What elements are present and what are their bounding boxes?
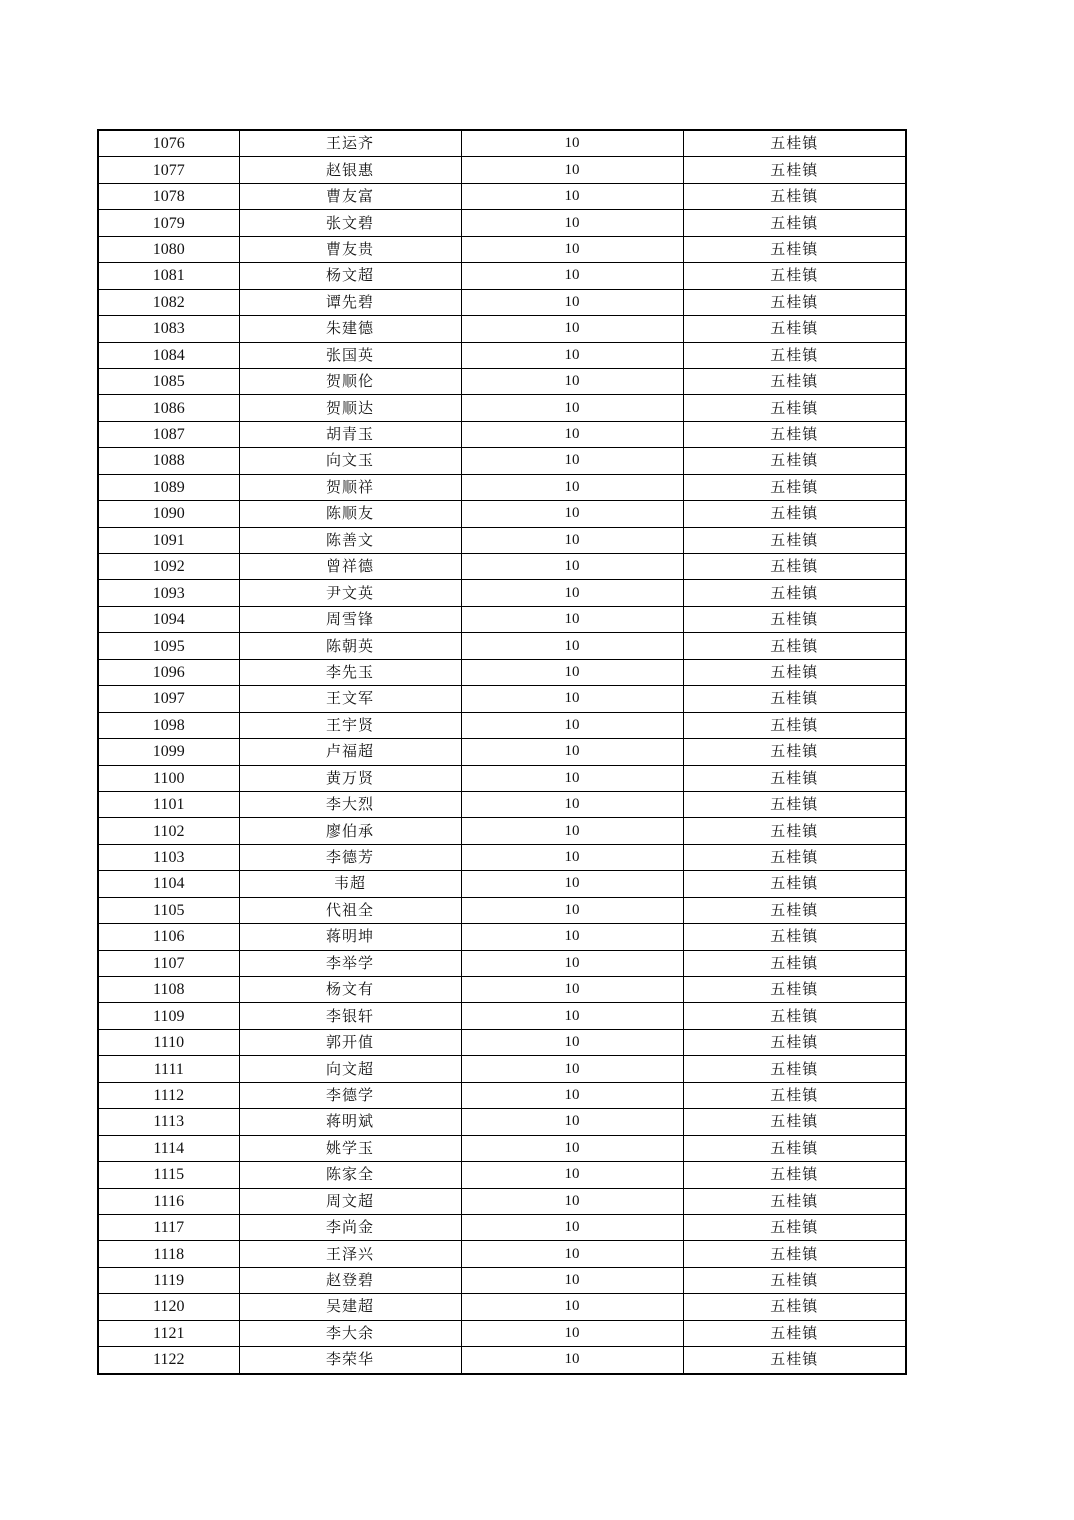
person-name-cell: 陈家全 xyxy=(239,1162,461,1188)
table-row xyxy=(98,1214,906,1240)
person-name-cell: 吴建超 xyxy=(239,1294,461,1320)
person-name-cell: 李尚金 xyxy=(239,1214,461,1240)
row-number-cell: 1077 xyxy=(98,157,239,183)
town-cell: 五桂镇 xyxy=(683,739,906,765)
amount-cell: 10 xyxy=(461,924,683,950)
town-cell: 五桂镇 xyxy=(683,712,906,738)
row-number-cell: 1084 xyxy=(98,342,239,368)
amount-cell: 10 xyxy=(461,659,683,685)
row-number-cell: 1087 xyxy=(98,421,239,447)
amount-cell: 10 xyxy=(461,236,683,262)
row-number-cell: 1104 xyxy=(98,871,239,897)
row-number-cell: 1106 xyxy=(98,924,239,950)
table-row xyxy=(98,818,906,844)
town-cell: 五桂镇 xyxy=(683,210,906,236)
town-cell: 五桂镇 xyxy=(683,1109,906,1135)
row-number-cell: 1083 xyxy=(98,316,239,342)
table-row xyxy=(98,1135,906,1161)
person-name-cell: 尹文英 xyxy=(239,580,461,606)
amount-cell: 10 xyxy=(461,1109,683,1135)
amount-cell: 10 xyxy=(461,950,683,976)
row-number-cell: 1117 xyxy=(98,1214,239,1240)
row-number-cell: 1076 xyxy=(98,130,239,157)
row-number-cell: 1078 xyxy=(98,183,239,209)
row-number-cell: 1121 xyxy=(98,1320,239,1346)
amount-cell: 10 xyxy=(461,1135,683,1161)
table-row xyxy=(98,739,906,765)
row-number-cell: 1109 xyxy=(98,1003,239,1029)
person-name-cell: 李银轩 xyxy=(239,1003,461,1029)
person-name-cell: 陈顺友 xyxy=(239,501,461,527)
amount-cell: 10 xyxy=(461,130,683,157)
person-name-cell: 赵银惠 xyxy=(239,157,461,183)
person-name-cell: 向文超 xyxy=(239,1056,461,1082)
row-number-cell: 1112 xyxy=(98,1082,239,1108)
row-number-cell: 1092 xyxy=(98,554,239,580)
town-cell: 五桂镇 xyxy=(683,554,906,580)
amount-cell: 10 xyxy=(461,421,683,447)
amount-cell: 10 xyxy=(461,1320,683,1346)
amount-cell: 10 xyxy=(461,580,683,606)
row-number-cell: 1115 xyxy=(98,1162,239,1188)
row-number-cell: 1093 xyxy=(98,580,239,606)
amount-cell: 10 xyxy=(461,1082,683,1108)
row-number-cell: 1098 xyxy=(98,712,239,738)
person-name-cell: 王运齐 xyxy=(239,130,461,157)
person-name-cell: 胡青玉 xyxy=(239,421,461,447)
person-name-cell: 朱建德 xyxy=(239,316,461,342)
table-row xyxy=(98,580,906,606)
town-cell: 五桂镇 xyxy=(683,897,906,923)
table-row xyxy=(98,527,906,553)
row-number-cell: 1119 xyxy=(98,1267,239,1293)
person-name-cell: 赵登碧 xyxy=(239,1267,461,1293)
row-number-cell: 1086 xyxy=(98,395,239,421)
person-name-cell: 谭先碧 xyxy=(239,289,461,315)
person-name-cell: 王宇贤 xyxy=(239,712,461,738)
person-name-cell: 蒋明坤 xyxy=(239,924,461,950)
town-cell: 五桂镇 xyxy=(683,1135,906,1161)
town-cell: 五桂镇 xyxy=(683,686,906,712)
table-row xyxy=(98,1056,906,1082)
person-name-cell: 曾祥德 xyxy=(239,554,461,580)
table-row xyxy=(98,633,906,659)
table-row xyxy=(98,1109,906,1135)
town-cell: 五桂镇 xyxy=(683,765,906,791)
row-number-cell: 1107 xyxy=(98,950,239,976)
person-name-cell: 王文军 xyxy=(239,686,461,712)
row-number-cell: 1118 xyxy=(98,1241,239,1267)
amount-cell: 10 xyxy=(461,554,683,580)
table-row xyxy=(98,712,906,738)
town-cell: 五桂镇 xyxy=(683,130,906,157)
roster-table xyxy=(97,129,907,1375)
person-name-cell: 代祖全 xyxy=(239,897,461,923)
amount-cell: 10 xyxy=(461,1162,683,1188)
row-number-cell: 1096 xyxy=(98,659,239,685)
town-cell: 五桂镇 xyxy=(683,1347,906,1374)
row-number-cell: 1113 xyxy=(98,1109,239,1135)
table-row xyxy=(98,1267,906,1293)
amount-cell: 10 xyxy=(461,1294,683,1320)
amount-cell: 10 xyxy=(461,765,683,791)
town-cell: 五桂镇 xyxy=(683,659,906,685)
amount-cell: 10 xyxy=(461,157,683,183)
row-number-cell: 1102 xyxy=(98,818,239,844)
person-name-cell: 黄万贤 xyxy=(239,765,461,791)
person-name-cell: 张国英 xyxy=(239,342,461,368)
row-number-cell: 1108 xyxy=(98,977,239,1003)
town-cell: 五桂镇 xyxy=(683,421,906,447)
table-row xyxy=(98,871,906,897)
row-number-cell: 1089 xyxy=(98,474,239,500)
person-name-cell: 蒋明斌 xyxy=(239,1109,461,1135)
town-cell: 五桂镇 xyxy=(683,924,906,950)
table-row xyxy=(98,977,906,1003)
amount-cell: 10 xyxy=(461,1347,683,1374)
person-name-cell: 李大烈 xyxy=(239,791,461,817)
town-cell: 五桂镇 xyxy=(683,1188,906,1214)
amount-cell: 10 xyxy=(461,791,683,817)
town-cell: 五桂镇 xyxy=(683,157,906,183)
person-name-cell: 姚学玉 xyxy=(239,1135,461,1161)
table-row xyxy=(98,1029,906,1055)
table-row xyxy=(98,897,906,923)
amount-cell: 10 xyxy=(461,686,683,712)
amount-cell: 10 xyxy=(461,1267,683,1293)
table-row xyxy=(98,183,906,209)
town-cell: 五桂镇 xyxy=(683,448,906,474)
table-row xyxy=(98,1082,906,1108)
town-cell: 五桂镇 xyxy=(683,501,906,527)
town-cell: 五桂镇 xyxy=(683,527,906,553)
table-row xyxy=(98,368,906,394)
table-row xyxy=(98,844,906,870)
town-cell: 五桂镇 xyxy=(683,289,906,315)
amount-cell: 10 xyxy=(461,1056,683,1082)
town-cell: 五桂镇 xyxy=(683,1294,906,1320)
amount-cell: 10 xyxy=(461,183,683,209)
row-number-cell: 1094 xyxy=(98,606,239,632)
person-name-cell: 曹友富 xyxy=(239,183,461,209)
person-name-cell: 李大余 xyxy=(239,1320,461,1346)
person-name-cell: 李荣华 xyxy=(239,1347,461,1374)
town-cell: 五桂镇 xyxy=(683,871,906,897)
town-cell: 五桂镇 xyxy=(683,342,906,368)
roster-table-body xyxy=(98,130,906,1374)
town-cell: 五桂镇 xyxy=(683,474,906,500)
town-cell: 五桂镇 xyxy=(683,1003,906,1029)
row-number-cell: 1085 xyxy=(98,368,239,394)
town-cell: 五桂镇 xyxy=(683,844,906,870)
person-name-cell: 贺顺达 xyxy=(239,395,461,421)
table-row xyxy=(98,765,906,791)
table-row xyxy=(98,1162,906,1188)
person-name-cell: 郭开值 xyxy=(239,1029,461,1055)
row-number-cell: 1080 xyxy=(98,236,239,262)
person-name-cell: 廖伯承 xyxy=(239,818,461,844)
row-number-cell: 1101 xyxy=(98,791,239,817)
amount-cell: 10 xyxy=(461,342,683,368)
amount-cell: 10 xyxy=(461,501,683,527)
table-row xyxy=(98,236,906,262)
town-cell: 五桂镇 xyxy=(683,950,906,976)
town-cell: 五桂镇 xyxy=(683,1082,906,1108)
row-number-cell: 1090 xyxy=(98,501,239,527)
row-number-cell: 1099 xyxy=(98,739,239,765)
amount-cell: 10 xyxy=(461,739,683,765)
person-name-cell: 曹友贵 xyxy=(239,236,461,262)
person-name-cell: 贺顺伦 xyxy=(239,368,461,394)
town-cell: 五桂镇 xyxy=(683,1056,906,1082)
person-name-cell: 周文超 xyxy=(239,1188,461,1214)
table-row xyxy=(98,659,906,685)
row-number-cell: 1105 xyxy=(98,897,239,923)
person-name-cell: 王泽兴 xyxy=(239,1241,461,1267)
row-number-cell: 1111 xyxy=(98,1056,239,1082)
row-number-cell: 1091 xyxy=(98,527,239,553)
row-number-cell: 1097 xyxy=(98,686,239,712)
table-row xyxy=(98,554,906,580)
town-cell: 五桂镇 xyxy=(683,395,906,421)
row-number-cell: 1095 xyxy=(98,633,239,659)
town-cell: 五桂镇 xyxy=(683,818,906,844)
table-row xyxy=(98,342,906,368)
person-name-cell: 陈朝英 xyxy=(239,633,461,659)
amount-cell: 10 xyxy=(461,1188,683,1214)
table-row xyxy=(98,1294,906,1320)
row-number-cell: 1088 xyxy=(98,448,239,474)
row-number-cell: 1081 xyxy=(98,263,239,289)
town-cell: 五桂镇 xyxy=(683,263,906,289)
table-row xyxy=(98,1347,906,1374)
table-row xyxy=(98,474,906,500)
table-row xyxy=(98,1241,906,1267)
table-row xyxy=(98,448,906,474)
table-row xyxy=(98,791,906,817)
town-cell: 五桂镇 xyxy=(683,1267,906,1293)
amount-cell: 10 xyxy=(461,712,683,738)
amount-cell: 10 xyxy=(461,263,683,289)
row-number-cell: 1100 xyxy=(98,765,239,791)
person-name-cell: 向文玉 xyxy=(239,448,461,474)
person-name-cell: 陈善文 xyxy=(239,527,461,553)
row-number-cell: 1079 xyxy=(98,210,239,236)
person-name-cell: 韦超 xyxy=(239,871,461,897)
amount-cell: 10 xyxy=(461,289,683,315)
person-name-cell: 张文碧 xyxy=(239,210,461,236)
amount-cell: 10 xyxy=(461,1003,683,1029)
table-row xyxy=(98,686,906,712)
person-name-cell: 杨文超 xyxy=(239,263,461,289)
amount-cell: 10 xyxy=(461,606,683,632)
table-row xyxy=(98,210,906,236)
table-row xyxy=(98,263,906,289)
row-number-cell: 1114 xyxy=(98,1135,239,1161)
town-cell: 五桂镇 xyxy=(683,633,906,659)
table-row xyxy=(98,1003,906,1029)
amount-cell: 10 xyxy=(461,210,683,236)
amount-cell: 10 xyxy=(461,818,683,844)
table-row xyxy=(98,395,906,421)
amount-cell: 10 xyxy=(461,897,683,923)
amount-cell: 10 xyxy=(461,844,683,870)
table-row xyxy=(98,924,906,950)
town-cell: 五桂镇 xyxy=(683,1320,906,1346)
town-cell: 五桂镇 xyxy=(683,1241,906,1267)
town-cell: 五桂镇 xyxy=(683,1214,906,1240)
table-row xyxy=(98,289,906,315)
amount-cell: 10 xyxy=(461,527,683,553)
amount-cell: 10 xyxy=(461,1214,683,1240)
row-number-cell: 1103 xyxy=(98,844,239,870)
table-row xyxy=(98,1320,906,1346)
person-name-cell: 李德学 xyxy=(239,1082,461,1108)
amount-cell: 10 xyxy=(461,316,683,342)
amount-cell: 10 xyxy=(461,368,683,394)
town-cell: 五桂镇 xyxy=(683,606,906,632)
town-cell: 五桂镇 xyxy=(683,580,906,606)
table-row xyxy=(98,950,906,976)
town-cell: 五桂镇 xyxy=(683,236,906,262)
person-name-cell: 卢福超 xyxy=(239,739,461,765)
town-cell: 五桂镇 xyxy=(683,368,906,394)
row-number-cell: 1116 xyxy=(98,1188,239,1214)
row-number-cell: 1122 xyxy=(98,1347,239,1374)
person-name-cell: 李先玉 xyxy=(239,659,461,685)
table-row xyxy=(98,501,906,527)
town-cell: 五桂镇 xyxy=(683,977,906,1003)
amount-cell: 10 xyxy=(461,633,683,659)
table-row xyxy=(98,1188,906,1214)
amount-cell: 10 xyxy=(461,977,683,1003)
town-cell: 五桂镇 xyxy=(683,1029,906,1055)
person-name-cell: 李举学 xyxy=(239,950,461,976)
amount-cell: 10 xyxy=(461,1029,683,1055)
person-name-cell: 贺顺祥 xyxy=(239,474,461,500)
town-cell: 五桂镇 xyxy=(683,791,906,817)
table-row xyxy=(98,157,906,183)
amount-cell: 10 xyxy=(461,474,683,500)
table-row xyxy=(98,606,906,632)
amount-cell: 10 xyxy=(461,395,683,421)
row-number-cell: 1120 xyxy=(98,1294,239,1320)
table-row xyxy=(98,130,906,157)
person-name-cell: 杨文有 xyxy=(239,977,461,1003)
row-number-cell: 1082 xyxy=(98,289,239,315)
town-cell: 五桂镇 xyxy=(683,183,906,209)
row-number-cell: 1110 xyxy=(98,1029,239,1055)
amount-cell: 10 xyxy=(461,871,683,897)
town-cell: 五桂镇 xyxy=(683,1162,906,1188)
person-name-cell: 李德芳 xyxy=(239,844,461,870)
table-row xyxy=(98,316,906,342)
amount-cell: 10 xyxy=(461,1241,683,1267)
table-row xyxy=(98,421,906,447)
person-name-cell: 周雪锋 xyxy=(239,606,461,632)
town-cell: 五桂镇 xyxy=(683,316,906,342)
amount-cell: 10 xyxy=(461,448,683,474)
